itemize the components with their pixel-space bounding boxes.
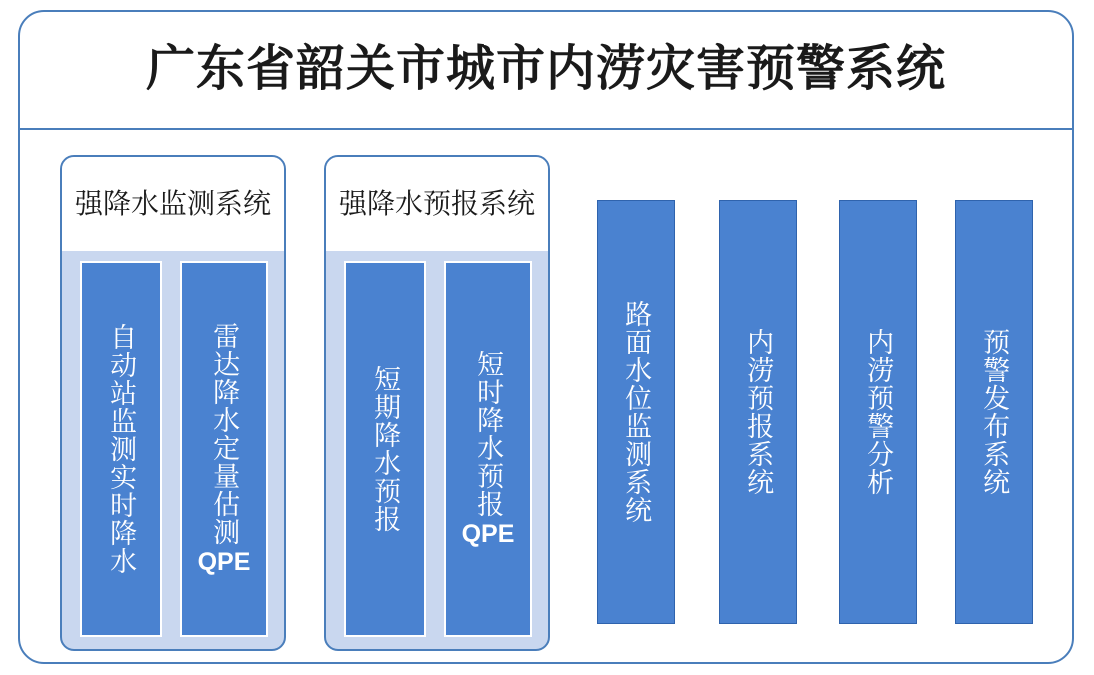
waterlog-warning-analysis-block[interactable]	[839, 200, 917, 624]
page-title: 广东省韶关市城市内涝灾害预警系统	[145, 42, 946, 97]
road-water-level-monitor-system-block[interactable]	[597, 200, 675, 624]
short-time-rain-forecast-content	[462, 263, 515, 635]
warning-release-system-block[interactable]	[955, 200, 1033, 624]
waterlog-warning-analysis-label: 内涝预警分析	[863, 328, 894, 496]
group-header-monitor	[62, 157, 284, 251]
radar-qpe-label: 雷达降水定量估测	[209, 321, 240, 546]
short-time-rain-forecast-label: 短时降水预报	[473, 349, 504, 518]
auto-station-realtime-rain-block[interactable]	[80, 261, 162, 637]
waterlog-forecast-system-label: 内涝预报系统	[743, 328, 774, 496]
short-time-rain-forecast-suffix: QPE	[461, 519, 515, 548]
warning-release-system-label: 预警发布系统	[979, 328, 1010, 496]
auto-station-realtime-rain-label: 自动站监测实时降水	[106, 323, 137, 575]
waterlog-forecast-system-block[interactable]	[719, 200, 797, 624]
group-header-monitor-label: 强降水监测系统	[74, 187, 271, 219]
short-period-rain-forecast-block[interactable]	[344, 261, 426, 637]
group-header-forecast-label: 强降水预报系统	[338, 187, 535, 219]
short-period-rain-forecast-label: 短期降水预报	[370, 365, 401, 533]
road-water-level-monitor-system-label: 路面水位监测系统	[621, 300, 652, 524]
radar-qpe-block[interactable]	[180, 261, 268, 637]
title-bar	[20, 12, 1072, 130]
radar-qpe-suffix: QPE	[197, 547, 251, 576]
short-time-rain-forecast-qpe-block[interactable]	[444, 261, 532, 637]
radar-qpe-content	[198, 263, 251, 635]
strong-rain-forecast-group	[324, 155, 550, 651]
strong-rain-monitor-group	[60, 155, 286, 651]
group-header-forecast	[326, 157, 548, 251]
